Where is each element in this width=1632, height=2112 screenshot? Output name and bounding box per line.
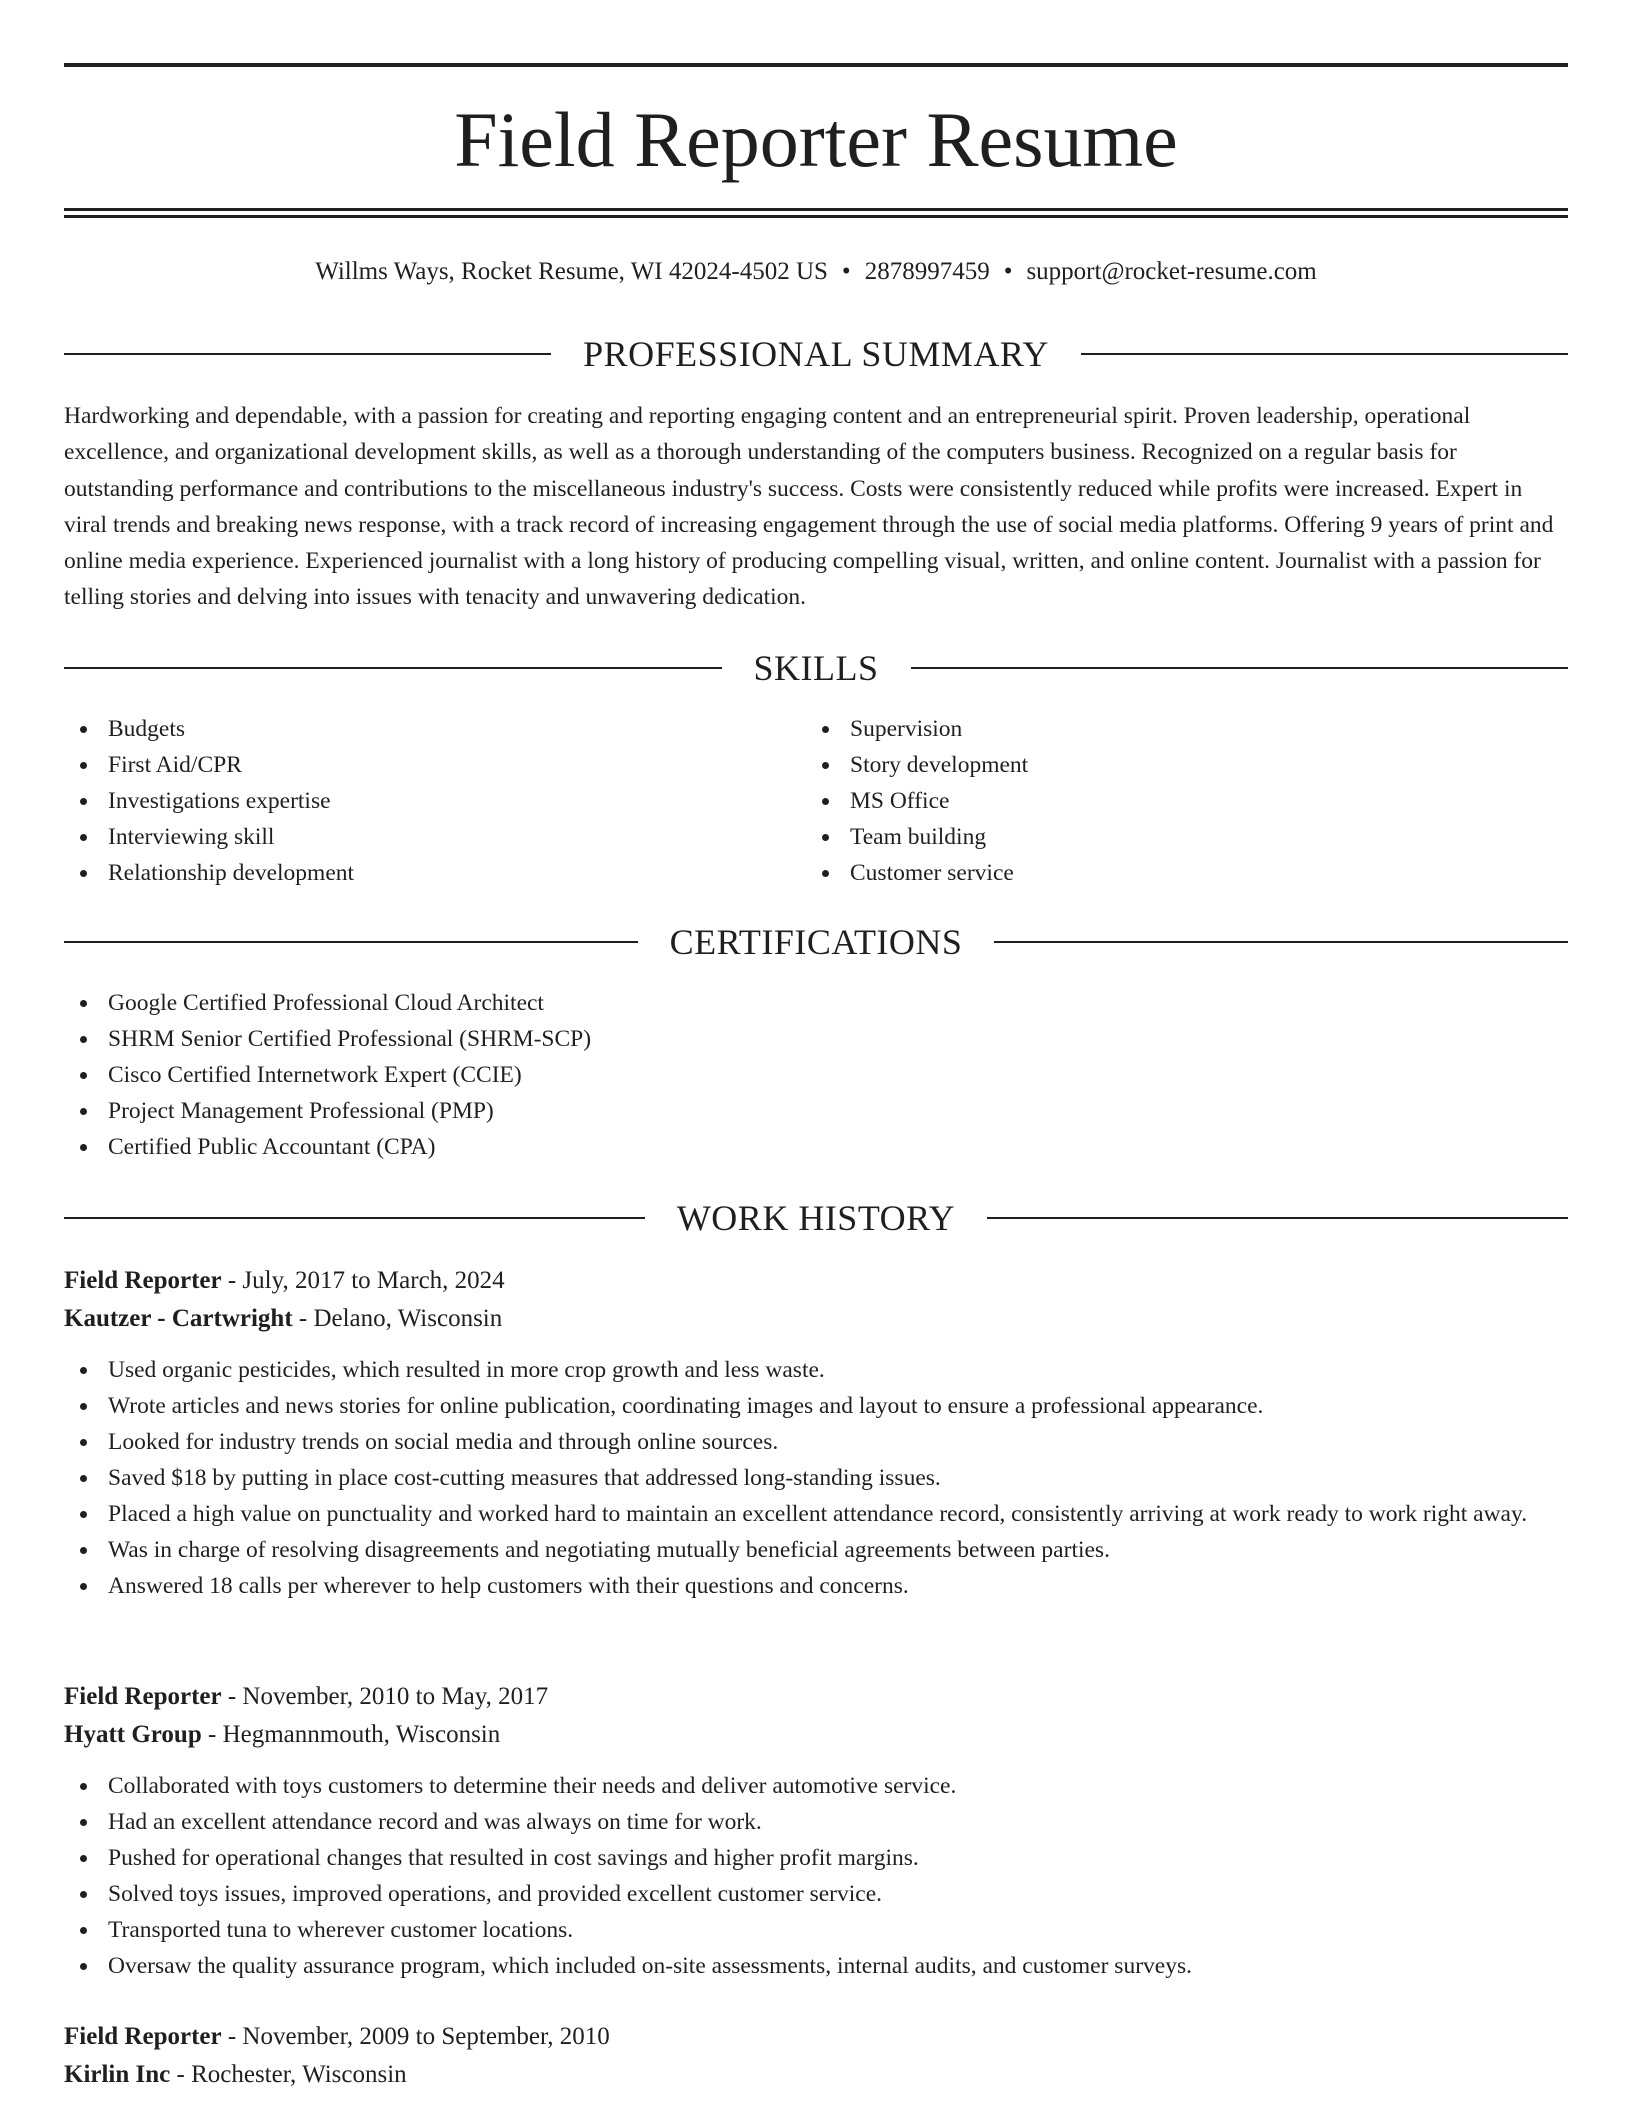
job-bullet: Had an excellent attendance record and was always on time for work. [64, 1804, 1568, 1840]
heading-rule-right [994, 941, 1568, 943]
job-title-line [64, 1678, 1568, 1716]
skill-item: MS Office [806, 783, 1506, 819]
job-bullet: Placed a high value on punctuality and worked hard to maintain an excellent attendance record, consistently arriving at work ready to work right away. [64, 1496, 1568, 1532]
skill-item: Relationship development [64, 855, 764, 891]
job-company: Kautzer - Cartwright [64, 1305, 293, 1332]
summary-text: Hardworking and dependable, with a passion for creating and reporting engaging content and an entrepreneurial spirit. Proven leadership, operational excellence, and organizational development skills, as well as a thorough understanding of the computers business. Recognized on a regular basis for outstanding performance and contributions to the miscellaneous industry's success. Costs were consistently reduced while profits were increased. Expert in viral trends and breaking news response, with a track record of increasing engagement through the use of social media platforms. Offering 9 years of print and online media experience. Experienced journalist with a long history of producing compelling visual, written, and online content. Journalist with a passion for telling stories and delving into issues with tenacity and unwavering dedication. [64, 403, 1554, 611]
contact-address: Willms Ways, Rocket Resume, WI 42024-4502 US [315, 258, 828, 285]
skill-item: Customer service [806, 855, 1506, 891]
job-title: Field Reporter [64, 1267, 222, 1294]
title-double-rule-upper [64, 208, 1568, 211]
job-company-line [64, 1716, 1568, 1754]
section-title: SKILLS [753, 648, 879, 688]
skills-list-left [64, 711, 764, 891]
skills-list-right [806, 711, 1506, 891]
certifications-list [64, 985, 1568, 1165]
job-dates: - July, 2017 to March, 2024 [221, 1267, 505, 1294]
section-heading-skills [64, 646, 1568, 690]
title-double-rule-lower [64, 215, 1568, 218]
skill-item: Budgets [64, 711, 764, 747]
job-bullet: Solved toys issues, improved operations, and provided excellent customer service. [64, 1876, 1568, 1912]
job-bullet: Saved $18 by putting in place cost-cutting measures that addressed long-standing issues. [64, 1460, 1568, 1496]
job-dates: - November, 2010 to May, 2017 [221, 1683, 549, 1710]
contact-email: support@rocket-resume.com [1026, 258, 1317, 285]
job-bullet: Was in charge of resolving disagreements and negotiating mutually beneficial agreements between parties. [64, 1532, 1568, 1568]
contact-separator: • [841, 258, 851, 285]
certification-item: Google Certified Professional Cloud Architect [64, 985, 1568, 1021]
skill-item: Story development [806, 747, 1506, 783]
section-heading-work-history [64, 1196, 1568, 1240]
job-location: - Delano, Wisconsin [292, 1305, 503, 1332]
job-dates: - November, 2009 to September, 2010 [221, 2023, 610, 2050]
job-bullet: Answered 18 calls per wherever to help customers with their questions and concerns. [64, 1568, 1568, 1604]
job-company: Hyatt Group [64, 1721, 202, 1748]
section-title: CERTIFICATIONS [669, 922, 963, 962]
contact-line [64, 254, 1568, 290]
heading-rule-left [64, 1217, 645, 1219]
job-bullet: Used organic pesticides, which resulted in more crop growth and less waste. [64, 1352, 1568, 1388]
skill-item: Interviewing skill [64, 819, 764, 855]
job-company-line [64, 1300, 1568, 1338]
heading-rule-right [911, 667, 1569, 669]
job-company-line [64, 2056, 1568, 2094]
contact-phone: 2878997459 [864, 258, 990, 285]
job-location: - Hegmannmouth, Wisconsin [201, 1721, 501, 1748]
job-entry [64, 2018, 1568, 2094]
job-bullet: Pushed for operational changes that resulted in cost savings and higher profit margins. [64, 1840, 1568, 1876]
contact-separator: • [1003, 258, 1013, 285]
section-heading-summary [64, 332, 1568, 376]
heading-rule-left [64, 941, 638, 943]
job-company: Kirlin Inc [64, 2061, 171, 2088]
section-title: WORK HISTORY [676, 1198, 956, 1238]
job-bullet: Oversaw the quality assurance program, which included on-site assessments, internal audits, and customer surveys. [64, 1948, 1568, 1984]
heading-rule-left [64, 667, 722, 669]
certification-item: Cisco Certified Internetwork Expert (CCIE) [64, 1057, 1568, 1093]
job-bullets [64, 1768, 1568, 1984]
section-title: PROFESSIONAL SUMMARY [583, 334, 1049, 374]
skill-item: Team building [806, 819, 1506, 855]
certification-item: SHRM Senior Certified Professional (SHRM-SCP) [64, 1021, 1568, 1057]
certification-item: Project Management Professional (PMP) [64, 1093, 1568, 1129]
skill-item: Investigations expertise [64, 783, 764, 819]
job-entry [64, 1678, 1568, 1984]
job-bullet: Transported tuna to wherever customer locations. [64, 1912, 1568, 1948]
job-title: Field Reporter [64, 1683, 222, 1710]
heading-rule-left [64, 353, 551, 355]
certification-item: Certified Public Accountant (CPA) [64, 1129, 1568, 1165]
job-bullets [64, 1352, 1568, 1604]
top-rule [64, 63, 1568, 67]
heading-rule-right [1081, 353, 1568, 355]
skill-item: First Aid/CPR [64, 747, 764, 783]
heading-rule-right [987, 1217, 1568, 1219]
job-title: Field Reporter [64, 2023, 222, 2050]
job-bullet: Wrote articles and news stories for online publication, coordinating images and layout to ensure a professional appearance. [64, 1388, 1568, 1424]
job-bullet: Collaborated with toys customers to determine their needs and deliver automotive service. [64, 1768, 1568, 1804]
skill-item: Supervision [806, 711, 1506, 747]
page-title: Field Reporter Resume [454, 96, 1178, 183]
section-heading-certifications [64, 920, 1568, 964]
job-bullet: Looked for industry trends on social media and through online sources. [64, 1424, 1568, 1460]
job-location: - Rochester, Wisconsin [170, 2061, 407, 2088]
job-entry [64, 1262, 1568, 1604]
job-title-line [64, 1262, 1568, 1300]
job-title-line [64, 2018, 1568, 2056]
